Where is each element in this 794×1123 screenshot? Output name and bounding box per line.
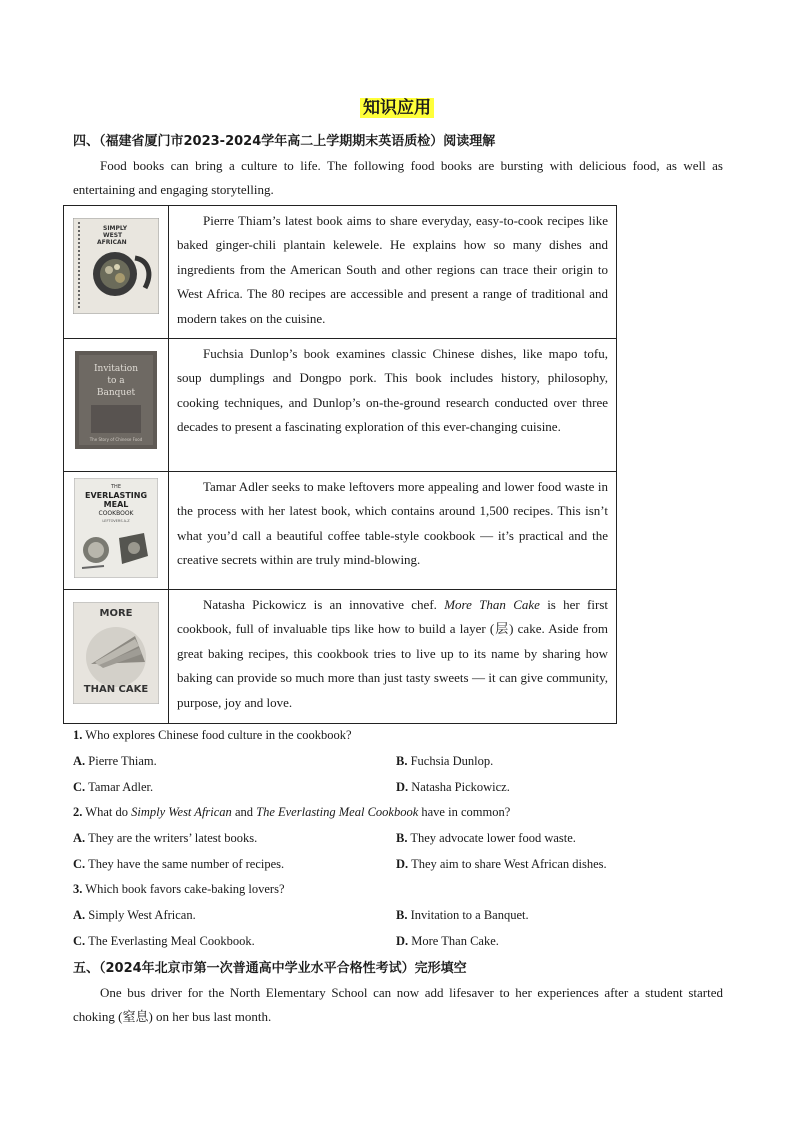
- section-5-heading: 五、（2024年北京市第一次普通高中学业水平合格性考试）完形填空: [73, 961, 467, 976]
- section-5-paragraph: One bus driver for the North Elementary School can now add lifesaver to her experiences after a student started choking (窒息) on her bus last month.: [73, 985, 723, 1024]
- q1-option-c: C. Tamar Adler.: [73, 780, 154, 794]
- cover-title-text: SIMPLY: [103, 225, 128, 232]
- book-4-description: Natasha Pickowicz is an innovative chef. More Than Cake is her first cookbook, full of invaluable tips like how to build a layer (层) cake. Aside from great baking recipes, this cookbook tries to live up to its name by sharing how baking can provide so much more than just tasty sweets — it can give community, purpose, joy and love.: [169, 590, 617, 724]
- q1-option-a: A. Pierre Thiam.: [73, 754, 157, 768]
- simply-west-african-cover-image: [73, 218, 159, 314]
- svg-text:THE: THE: [111, 484, 121, 490]
- svg-text:MORE: MORE: [99, 608, 133, 619]
- more-than-cake-cover-image: [73, 602, 159, 704]
- everlasting-meal-cookbook-cover-image: [74, 478, 158, 578]
- q2-option-a: A. They are the writers’ latest books.: [73, 831, 258, 845]
- book-row-3: [64, 472, 617, 590]
- svg-text:Invitation: Invitation: [93, 364, 139, 374]
- q2-option-c: C. They have the same number of recipes.: [73, 857, 285, 871]
- svg-text:Banquet: Banquet: [96, 388, 136, 398]
- section-4-heading: 四、（福建省厦门市2023-2024学年高二上学期期末英语质检）阅读理解: [73, 134, 496, 149]
- svg-text:AFRICAN: AFRICAN: [97, 239, 127, 246]
- invitation-to-a-banquet-cover-image: [75, 351, 157, 449]
- book-cover-cell: [64, 472, 169, 590]
- question-1: 1. Who explores Chinese food culture in the cookbook?: [73, 728, 352, 742]
- svg-text:LEFTOVERS A-Z: LEFTOVERS A-Z: [102, 519, 130, 523]
- q3-option-b: B. Invitation to a Banquet.: [396, 908, 529, 922]
- q2-option-d: D. They aim to share West African dishes.: [396, 857, 607, 871]
- q2-option-b: B. They advocate lower food waste.: [396, 831, 576, 845]
- q3-option-d: D. More Than Cake.: [396, 934, 499, 948]
- book-row-1: [64, 206, 617, 339]
- book-cover-cell: [64, 206, 169, 339]
- book-cover-cell: [64, 339, 169, 472]
- q1-option-b: B. Fuchsia Dunlop.: [396, 754, 494, 768]
- svg-text:COOKBOOK: COOKBOOK: [98, 510, 134, 517]
- books-table: [63, 205, 617, 724]
- question-2: 2. What do Simply West African and The Everlasting Meal Cookbook have in common?: [73, 805, 511, 819]
- page-title: 知识应用: [0, 93, 794, 118]
- question-3: 3. Which book favors cake-baking lovers?: [73, 882, 285, 896]
- q3-option-c: C. The Everlasting Meal Cookbook.: [73, 934, 255, 948]
- section-4-intro: Food books can bring a culture to life. The following food books are bursting with delicious food, as well as entertaining and engaging storytelling.: [73, 158, 723, 197]
- book-2-description: Fuchsia Dunlop’s book examines classic Chinese dishes, like mapo tofu, soup dumplings and Dongpo pork. This book includes history, philosophy, cooking techniques, and Dunlop’s on-the-ground research conducted over three decades to present a fascinating exploration of this ever-changing cuisine.: [169, 339, 617, 472]
- q3-option-a: A. Simply West African.: [73, 908, 196, 922]
- svg-text:MEAL: MEAL: [103, 500, 129, 509]
- book-cover-cell: [64, 590, 169, 724]
- book-1-description: Pierre Thiam’s latest book aims to share everyday, easy-to-cook recipes like baked ginger-chili plantain kelewele. He explains how so many dishes and ingredients from the American South and other regions can trace their origin to West Africa. The 80 recipes are accessible and present a range of traditional and modern takes on the cuisine.: [169, 206, 617, 339]
- svg-text:WEST: WEST: [103, 232, 123, 239]
- svg-text:The Story of Chinese Food: The Story of Chinese Food: [89, 437, 143, 442]
- book-row-2: [64, 339, 617, 472]
- book-row-4: [64, 590, 617, 724]
- svg-text:THAN CAKE: THAN CAKE: [83, 684, 149, 695]
- svg-text:EVERLASTING: EVERLASTING: [84, 491, 148, 500]
- q1-option-d: D. Natasha Pickowicz.: [396, 780, 510, 794]
- svg-text:to a: to a: [107, 376, 125, 386]
- book-3-description: Tamar Adler seeks to make leftovers more appealing and lower food waste in the process with her latest book, which contains around 1,500 recipes. This isn’t what you’d call a beautiful coffee table-style cookbook — it’s practical and the creative secrets within are truly mind-blowing.: [169, 472, 617, 590]
